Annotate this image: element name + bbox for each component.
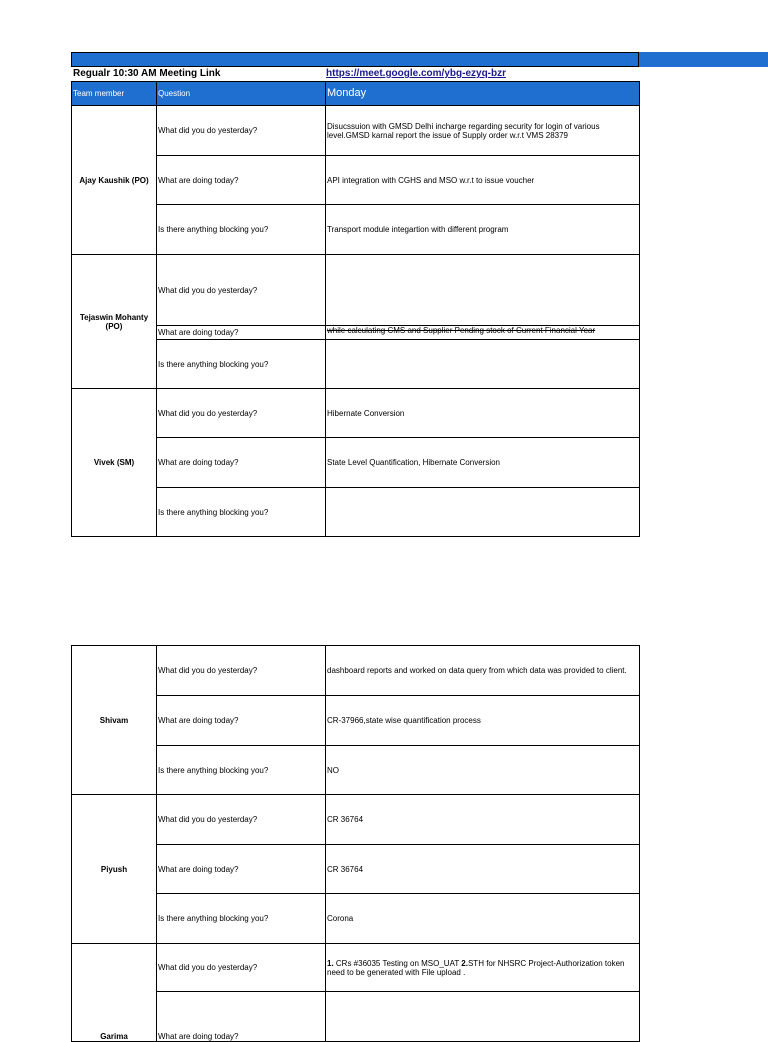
table-row bbox=[72, 340, 640, 389]
table-row bbox=[72, 156, 640, 205]
member-name: Vivek (SM) bbox=[72, 389, 157, 537]
table-row bbox=[72, 438, 640, 488]
answer-cell[interactable]: Hibernate Conversion bbox=[326, 389, 640, 438]
question-cell: What are doing today? bbox=[157, 326, 326, 340]
question-cell: What did you do yesterday? bbox=[157, 389, 326, 438]
table-row bbox=[72, 696, 640, 746]
list-number: 1. bbox=[327, 958, 334, 968]
meeting-link-row bbox=[71, 67, 639, 81]
table-row bbox=[72, 894, 640, 944]
table-row bbox=[72, 255, 640, 326]
answer-cell[interactable] bbox=[326, 944, 640, 992]
answer-cell[interactable] bbox=[326, 340, 640, 389]
member-name: Garima bbox=[72, 944, 157, 1042]
question-cell: What are doing today? bbox=[157, 156, 326, 205]
member-name: Tejaswin Mohanty (PO) bbox=[72, 255, 157, 389]
meeting-link[interactable]: https://meet.google.com/ybg-ezyq-bzr bbox=[326, 68, 507, 79]
question-cell: Is there anything blocking you? bbox=[157, 488, 326, 537]
table-row bbox=[72, 205, 640, 255]
question-cell: What did you do yesterday? bbox=[157, 106, 326, 156]
standup-table-1 bbox=[71, 81, 640, 537]
answer-cell[interactable]: dashboard reports and worked on data query from which data was provided to client. bbox=[326, 646, 640, 696]
question-cell: What did you do yesterday? bbox=[157, 944, 326, 992]
answer-cell[interactable]: CR 36764 bbox=[326, 845, 640, 894]
member-name: Shivam bbox=[72, 646, 157, 795]
question-cell: What are doing today? bbox=[157, 992, 326, 1042]
answer-cell[interactable]: CR 36764 bbox=[326, 795, 640, 845]
header-band-extension bbox=[639, 52, 768, 67]
header-team-member: Team member bbox=[72, 82, 157, 106]
question-cell: Is there anything blocking you? bbox=[157, 894, 326, 944]
list-text: CRs #36035 Testing on MSO_UAT bbox=[333, 958, 462, 968]
question-cell: Is there anything blocking you? bbox=[157, 340, 326, 389]
question-cell: What did you do yesterday? bbox=[157, 646, 326, 696]
question-cell: What are doing today? bbox=[157, 845, 326, 894]
meeting-link-label: Regualr 10:30 AM Meeting Link bbox=[73, 68, 221, 79]
table-row bbox=[72, 746, 640, 795]
question-cell: What are doing today? bbox=[157, 438, 326, 488]
answer-cell[interactable]: Transport module integartion with different program bbox=[326, 205, 640, 255]
answer-cell[interactable]: Corona bbox=[326, 894, 640, 944]
list-text: STH for NHSRC Project-Authorization token need to be generated with File upload . bbox=[327, 958, 625, 977]
table-row bbox=[72, 646, 640, 696]
header-question: Question bbox=[157, 82, 326, 106]
header-band bbox=[71, 52, 639, 67]
table-row bbox=[72, 326, 640, 340]
answer-cell[interactable]: State Level Quantification, Hibernate Conversion bbox=[326, 438, 640, 488]
list-number: 2. bbox=[461, 958, 468, 968]
answer-cell[interactable] bbox=[326, 255, 640, 326]
answer-cell[interactable]: Disucssuion with GMSD Delhi incharge regarding security for login of various level.GMSD karnal report the issue of Supply order w.r.t VMS 28379 bbox=[326, 106, 640, 156]
question-cell: What are doing today? bbox=[157, 696, 326, 746]
table-row bbox=[72, 795, 640, 845]
table-row bbox=[72, 389, 640, 438]
member-name: Piyush bbox=[72, 795, 157, 944]
table-header-row bbox=[72, 82, 640, 106]
table-row bbox=[72, 488, 640, 537]
question-cell: What did you do yesterday? bbox=[157, 255, 326, 326]
table-row bbox=[72, 944, 640, 992]
question-cell: Is there anything blocking you? bbox=[157, 746, 326, 795]
answer-cell[interactable] bbox=[326, 992, 640, 1042]
answer-cell[interactable]: CR-37966,state wise quantification process bbox=[326, 696, 640, 746]
answer-cell[interactable]: NO bbox=[326, 746, 640, 795]
answer-cell[interactable] bbox=[326, 488, 640, 537]
question-cell: Is there anything blocking you? bbox=[157, 205, 326, 255]
answer-cell[interactable]: while calculating CMS and Supplier Pending stock of Current Financial Year bbox=[326, 326, 640, 340]
header-day: Monday bbox=[326, 82, 640, 106]
member-name: Ajay Kaushik (PO) bbox=[72, 106, 157, 255]
table-row bbox=[72, 845, 640, 894]
answer-cell[interactable]: API integration with CGHS and MSO w.r.t to issue voucher bbox=[326, 156, 640, 205]
standup-table-2 bbox=[71, 645, 640, 1042]
table-row bbox=[72, 992, 640, 1042]
table-row bbox=[72, 106, 640, 156]
question-cell: What did you do yesterday? bbox=[157, 795, 326, 845]
